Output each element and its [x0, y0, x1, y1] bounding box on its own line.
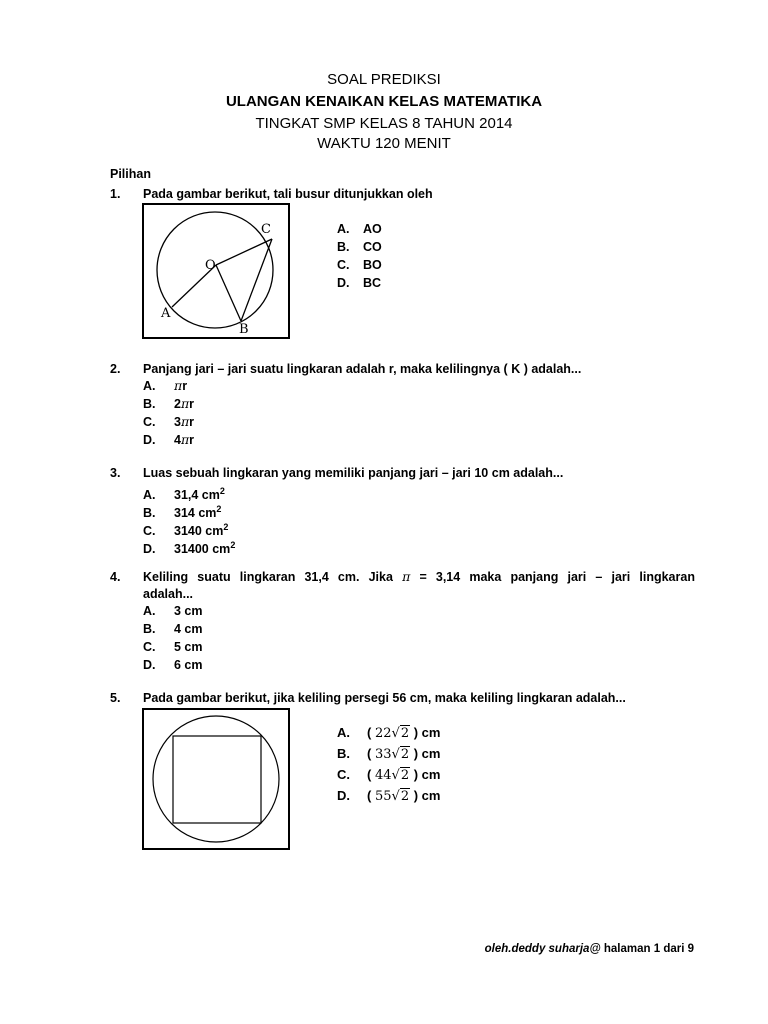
q2-option-b[interactable]: B. 2πr [143, 396, 195, 411]
q5-number: 5. [110, 691, 121, 705]
title-line-2: ULANGAN KENAIKAN KELAS MATEMATIKA [225, 93, 543, 110]
q2-option-a[interactable]: A. πr [143, 378, 188, 393]
q1-label-b: B [239, 322, 249, 337]
q5-figure [142, 708, 290, 850]
q1-segment-ob [216, 265, 241, 321]
q5-option-c[interactable]: C. ( 44√2 ) cm [337, 767, 441, 783]
q1-label-c: C [261, 222, 271, 237]
q4-number: 4. [110, 570, 121, 584]
q5-option-a[interactable]: A. ( 22√2 ) cm [337, 725, 441, 741]
q1-label-o: O [205, 258, 216, 273]
q4-text-line-1: Keliling suatu lingkaran 31,4 cm. Jika π = 3,14 maka panjang jari – jari lingkaran [143, 569, 695, 584]
q1-circle-diagram [144, 205, 288, 337]
title-line-3: TINGKAT SMP KELAS 8 TAHUN 2014 [255, 115, 513, 132]
q3-option-a[interactable]: A. 31,4 $cm^2$ [143, 486, 225, 502]
q1-figure [142, 203, 290, 339]
q2-number: 2. [110, 362, 121, 376]
footer-author: oleh.deddy suharja@ [484, 943, 601, 955]
q5-option-d[interactable]: D. ( 55√2 ) cm [337, 788, 441, 804]
q3-option-c[interactable]: C. 3140 $cm^2$ [143, 522, 229, 538]
title-line-1: SOAL PREDIKSI [327, 71, 441, 88]
q5-square [173, 736, 261, 823]
q1-text: Pada gambar berikut, tali busur ditunjukkan oleh [143, 187, 433, 201]
q4-option-b[interactable]: B. 4 cm [143, 622, 203, 636]
q1-number: 1. [110, 187, 121, 201]
q3-option-d[interactable]: D. 31400 $cm^2$ [143, 540, 236, 556]
footer [485, 941, 694, 957]
q2-option-d[interactable]: D. 4πr [143, 432, 195, 447]
q1-option-d[interactable]: D. BC [337, 276, 382, 290]
q1-option-a[interactable]: A. AO [337, 222, 382, 236]
title-line-4: WAKTU 120 MENIT [317, 135, 451, 152]
q4-option-c[interactable]: C. 5 cm [143, 640, 203, 654]
q5-text: Pada gambar berikut, jika keliling persegi 56 cm, maka keliling lingkaran adalah... [143, 691, 626, 705]
q3-text: Luas sebuah lingkaran yang memiliki panjang jari – jari 10 cm adalah... [143, 466, 564, 480]
q1-option-c[interactable]: C. BO [337, 258, 382, 272]
footer-page-number: halaman 1 dari 9 [603, 943, 694, 955]
q5-circle-square-diagram [144, 710, 288, 848]
q1-label-a: A [161, 306, 171, 321]
q3-number: 3. [110, 466, 121, 480]
q1-option-b[interactable]: B. CO [337, 240, 382, 254]
q4-text-line-2: adalah... [143, 587, 194, 601]
q5-option-b[interactable]: B. ( 33√2 ) cm [337, 746, 441, 762]
q4-option-d[interactable]: D. 6 cm [143, 658, 203, 672]
section-title: Pilihan [110, 167, 151, 181]
q2-text: Panjang jari – jari suatu lingkaran adalah r, maka kelilingnya ( K ) adalah... [143, 362, 582, 376]
q3-option-b[interactable]: B. 314 $cm^2$ [143, 504, 222, 520]
q4-option-a[interactable]: A. 3 cm [143, 604, 203, 618]
q2-option-c[interactable]: C. 3πr [143, 414, 195, 429]
